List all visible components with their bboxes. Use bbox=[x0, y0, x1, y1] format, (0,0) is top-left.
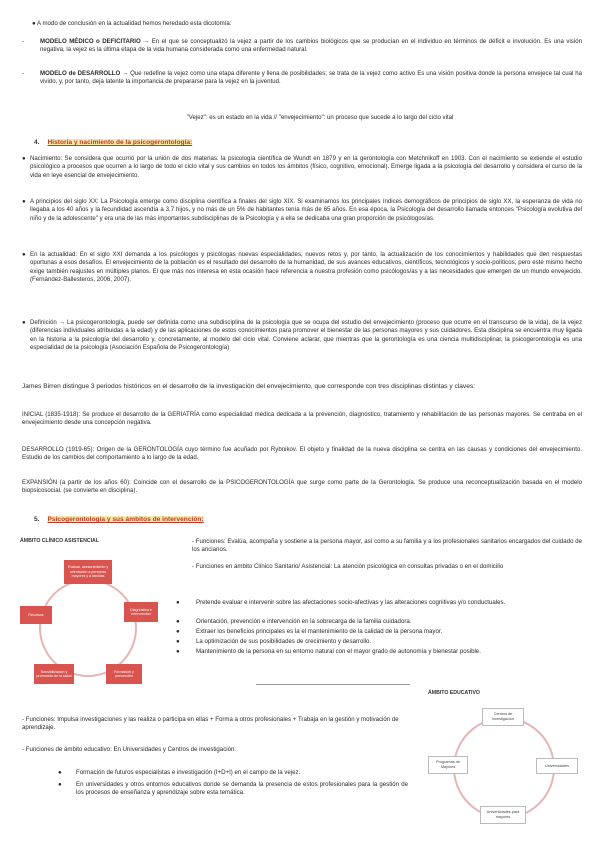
s4-birren: James Birren distingue 3 periodos históricos en el desarrollo de la investigación del envejecimiento, que corresponde con tres disciplinas distintas y claves: bbox=[22, 383, 476, 390]
diagram-node: Universidades bbox=[536, 758, 578, 774]
s4-siglo-xx: ● A principios del siglo XX: La Psicología emerge como disciplina científica a finales del siglo XIX. Si examinamos los principales índices demográficos de principios de siglo XX, la esperanza de vida no llegaba a los 40 años y la fecundidad ascendía a 3,7 hijos, y no más de un 5% de habitantes tenía más de 65 años. En esa época, la Psicología del desarrollo llamada entonces "Psicología evolutiva del niño y de la adolescente" y era una de las más importantes subdisciplinas de la Psicología y a ella se dedicaba una gran proporción de psicólogos/as. bbox=[22, 198, 582, 222]
s5-edu-bullet: ● En universidades y otros entornos educativos donde se demanda la presencia de estos profesionales para la gestión de los procesos de enseñanza y aprendizaje sobre esta temática. bbox=[58, 781, 408, 797]
s4-inicial: INICIAL (1835-1918): Se produce el desarrollo de la GERIATRÍA como especialidad médica dedicada a la prevención, diagnóstico, tratamiento y rehabilitación de las personas mayores. Se centraba en el envejecimiento desde una concepción negativa. bbox=[22, 411, 582, 427]
s5-funciones-inv: - Funciones: Impulsa investigaciones y las realiza o participa en ellas + Forma a otros profesionales + Trabaja en la gestión y motivación de aprendizaje. bbox=[22, 716, 399, 732]
diagram-node: Evaluar, asesoramiento y orientación a personas mayores y a familias bbox=[64, 560, 112, 584]
s4-actualidad: ● En la actualidad: En el siglo XXI demanda a los psicólogos y psicólogas nuevas especialidades, nuevos retos y, por tanto, la actualización de los conocimientos y habilidades que den respuestas oportunas a esos desafíos. El envejecimiento de la población es el resultado del desarrollo de la humanidad, de sus avances educativos, científicos, tecnológicos y socio-políticos; pero este mismo hecho exige también reajustes en múltiples planos. El que más nos interesa en esta ocasión hace referencia a nuestra profesión como psicólogos/as y a las necesidades que emergen de un mundo envejecido. (Fernández-Ballesteros, 2006, 2007). bbox=[22, 251, 582, 284]
s5-bullet: ● Pretende evaluar e intervenir sobre las afectaciones socio-afectivas y las alteraciones cognitivas y/o conductuales. bbox=[176, 599, 506, 606]
diagram-node: Programas de Mayores bbox=[428, 756, 468, 774]
section-5-heading: 5. Psicogerontología y sus ámbitos de intervención: bbox=[34, 516, 204, 523]
diagram-clinico-title: ÁMBITO CLÍNICO ASISTENCIAL bbox=[20, 538, 99, 544]
diagram-node: Sensibilización y promoción de la salud bbox=[34, 664, 74, 684]
s5-bullet: ● La optimización de sus posibilidades de crecimiento y desarrollo. bbox=[176, 638, 372, 645]
s4-expansion: EXPANSIÓN (a partir de los años 60): Coincide con el desarrollo de la PSICOGERONTOLOGÍA que surge como parte de la Gerontología. Se produce una reconceptualización basada en el modelo biopsicosocial. (se convierte en disciplina). bbox=[22, 479, 582, 495]
diagram-node: Recursos bbox=[20, 606, 52, 624]
model-medico: - MODELO MÉDICO o DEFICITARIO → En el que se conceptualizó la vejez a partir de los cambios biológicos que se producían en el individuo en términos de déficit e involución. Es una visión negativa, la vejez es la última etapa de la vida humana considerada como una enfermedad natural. bbox=[22, 38, 582, 54]
diagram-node: Formación y prevención bbox=[106, 664, 142, 684]
s5-bullet: ● Extraer los beneficios principales es la el mantenimiento de la calidad de la persona mayor. bbox=[176, 628, 443, 635]
diagram-educativo-title: ÁMBITO EDUCATIVO bbox=[428, 690, 480, 696]
s4-nacimiento: ● Nacimiento: Se considera que ocurrió por la unión de dos materias: la psicología científica de Wundt en 1879 y en la gerontología con Metchnikoff en 1903. Con el nacimiento se extiende el estudio psicológico a procesos que ocurren a lo largo de todo el ciclo vital y sus cambios en todos los ámbitos (físico, cognitivo, emocional). Emerge ligada a la psicología del desarrollo y considera el curso de la vida en leye esencial de envejecimiento. bbox=[22, 155, 582, 179]
section-4-heading: 4. Historia y nacimiento de la psicogerontología: bbox=[34, 139, 193, 146]
s5-bullet: ● Orientación, prevención e intervención en la sobrecarga de la familia cuidadora. bbox=[176, 618, 412, 625]
diagram-clinico bbox=[20, 530, 170, 690]
s4-desarrollo: DESARROLLO (1919-65): Origen de la GERONTOLOGÍA cuyo término fue acuñado por Rybnikov. El objeto y finalidad de la nueva disciplina se centra en las causas y condiciones del envejecimiento. Estudio de los cambios del comportamiento a lo largo de la edad. bbox=[22, 446, 582, 462]
s4-definicion: ● Definición → La psicogerontología, puede ser definida como una subdisciplina de la psicología que se ocupa del estudio del envejecimiento (proceso que ocurre en el transcurso de la vida), de la vejez (diferencias individuales atribuidas a la edad) y de las aplicaciones de estos conocimientos para promover el bienestar de las personas mayores y sus cuidadores. Esta disciplina se encuentra muy ligada en la historia a la psicología del desarrollo y, concretamente, al modelo del ciclo vital. Conviene aclarar, que mientras que la gerontología es una ciencia multidisciplinar, la psicogerontología es una especialidad de la psicología (Asociación Española de Psicogerontología) bbox=[22, 319, 582, 352]
diagram-educativo bbox=[424, 684, 584, 844]
diagram-node: Diagnóstico e intervención bbox=[124, 602, 158, 622]
model-desarrollo: - MODELO de DESARROLLO → Que redefine la vejez como una etapa diferente y llena de posibilidades; se trata de la vejez como activo Es una visión positiva donde la persona envejece tal cual ha vivido, y, por tanto, deja latente la importancia de prepararse para la vejez en la juventud. bbox=[22, 70, 583, 86]
s5-edu-bullet: ● Formación de futuros especialistas e investigación (I+D+I) en el campo de la vejez. bbox=[58, 769, 301, 776]
divider bbox=[256, 684, 410, 685]
bullet-icon: ● bbox=[32, 20, 38, 27]
s5-funciones-clinico: - Funciones en ámbito Clínico Sanitario/ Asistencial: La atención psicológica en consultas privadas o en el domicilio bbox=[192, 563, 504, 570]
diagram-node: Centros de investigación bbox=[482, 708, 524, 726]
s5-funciones-edu: - Funciones de ámbito educativo: En Universidades y Centros de investigación: bbox=[22, 746, 237, 753]
s5-funciones: - Funciones: Evalúa, acompaña y sostiene a la persona mayor, así como a su familia y a los profesionales sanitarios encargados del cuidado de los ancianos. bbox=[192, 538, 582, 554]
intro-line: ● A modo de conclusión en la actualidad hemos heredado esta dicotomía: bbox=[32, 20, 232, 27]
s5-bullet: ● Mantenimiento de la persona en su entorno natural con el mayor grado de autonomía y bienestar posible. bbox=[176, 648, 481, 655]
diagram-node: Universidades para mayores bbox=[480, 806, 526, 824]
quote: "Vejez": es un estado en la vida // "envejecimiento": un proceso que sucede a lo largo del ciclo vital bbox=[186, 114, 454, 121]
